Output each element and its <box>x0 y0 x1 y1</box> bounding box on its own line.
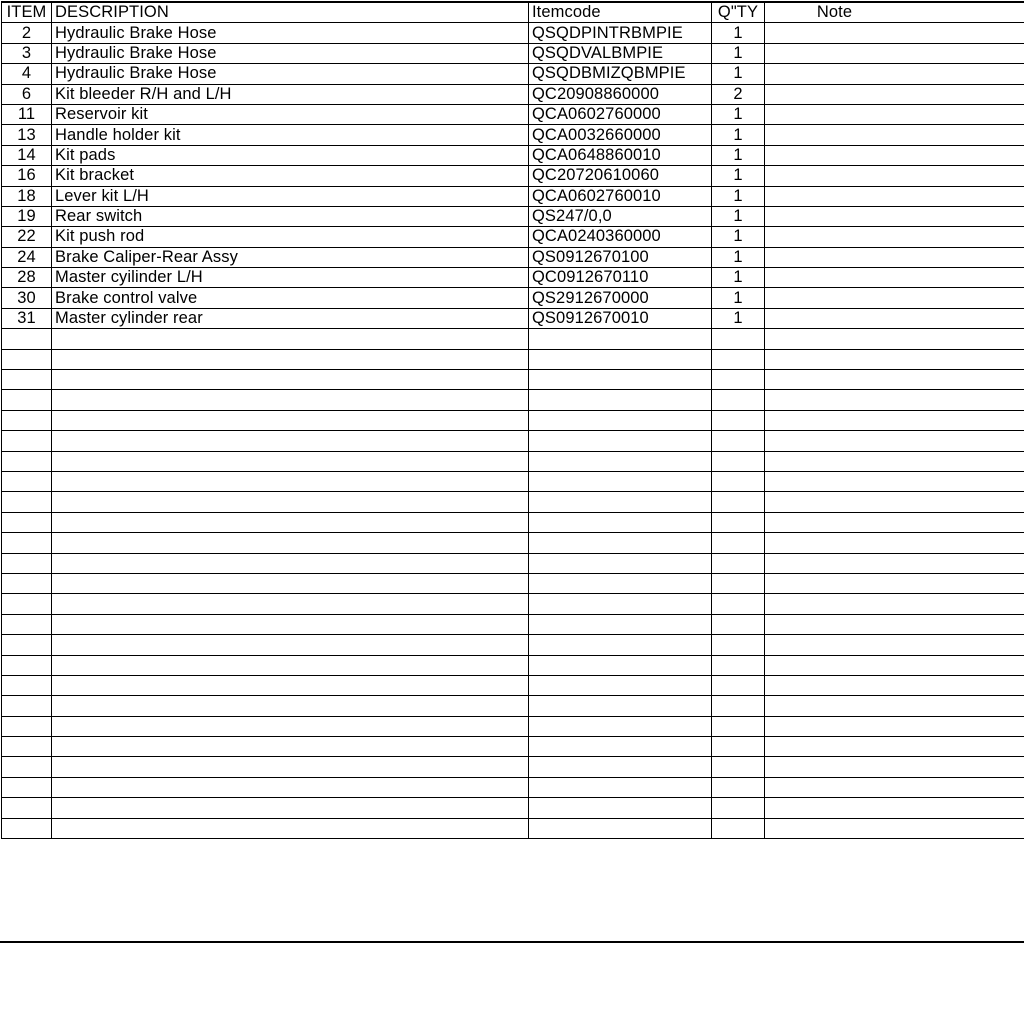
cell-itemcode: QCA0032660000 <box>529 125 712 145</box>
cell-qty <box>712 655 765 675</box>
cell-note <box>765 125 1024 145</box>
cell-description: Hydraulic Brake Hose <box>52 23 529 43</box>
cell-item: 2 <box>2 23 52 43</box>
cell-item <box>2 410 52 430</box>
table-row <box>2 471 1024 491</box>
table-row <box>2 227 1024 247</box>
cell-note <box>765 349 1024 369</box>
cell-item: 11 <box>2 104 52 124</box>
cell-qty <box>712 737 765 757</box>
cell-qty <box>712 512 765 532</box>
cell-item <box>2 818 52 838</box>
table-row <box>2 166 1024 186</box>
table-row <box>2 349 1024 369</box>
cell-item: 13 <box>2 125 52 145</box>
table-row <box>2 390 1024 410</box>
cell-qty: 1 <box>712 166 765 186</box>
column-header-qty: Q"TY <box>712 2 765 23</box>
table-row <box>2 655 1024 675</box>
cell-qty <box>712 716 765 736</box>
cell-qty <box>712 777 765 797</box>
cell-description <box>52 635 529 655</box>
table-row <box>2 675 1024 695</box>
cell-description: Kit push rod <box>52 227 529 247</box>
table-row <box>2 757 1024 777</box>
cell-item <box>2 451 52 471</box>
cell-item <box>2 798 52 818</box>
table-row <box>2 492 1024 512</box>
cell-note <box>765 818 1024 838</box>
table-row <box>2 125 1024 145</box>
cell-qty: 1 <box>712 308 765 328</box>
cell-qty <box>712 471 765 491</box>
cell-description: Master cyilinder L/H <box>52 268 529 288</box>
cell-itemcode <box>529 512 712 532</box>
table-row <box>2 614 1024 634</box>
cell-itemcode <box>529 451 712 471</box>
table-row <box>2 798 1024 818</box>
cell-item <box>2 349 52 369</box>
cell-item <box>2 757 52 777</box>
cell-item <box>2 655 52 675</box>
table-row <box>2 635 1024 655</box>
cell-itemcode <box>529 798 712 818</box>
cell-item <box>2 370 52 390</box>
table-row <box>2 64 1024 84</box>
cell-description <box>52 798 529 818</box>
cell-itemcode <box>529 349 712 369</box>
cell-item: 31 <box>2 308 52 328</box>
cell-note <box>765 23 1024 43</box>
cell-note <box>765 308 1024 328</box>
cell-note <box>765 492 1024 512</box>
cell-qty <box>712 757 765 777</box>
table-row <box>2 431 1024 451</box>
cell-item <box>2 471 52 491</box>
cell-item: 3 <box>2 43 52 63</box>
cell-qty: 1 <box>712 104 765 124</box>
cell-note <box>765 247 1024 267</box>
cell-qty <box>712 431 765 451</box>
cell-item: 16 <box>2 166 52 186</box>
cell-description: Kit pads <box>52 145 529 165</box>
cell-itemcode <box>529 655 712 675</box>
cell-itemcode: QCA0602760010 <box>529 186 712 206</box>
cell-itemcode <box>529 390 712 410</box>
cell-qty <box>712 492 765 512</box>
cell-description <box>52 492 529 512</box>
cell-qty: 1 <box>712 125 765 145</box>
cell-description: Master cylinder rear <box>52 308 529 328</box>
cell-qty: 1 <box>712 43 765 63</box>
cell-description <box>52 573 529 593</box>
table-row <box>2 288 1024 308</box>
cell-qty: 1 <box>712 64 765 84</box>
cell-note <box>765 64 1024 84</box>
table-body <box>2 23 1024 839</box>
cell-note <box>765 696 1024 716</box>
cell-qty <box>712 594 765 614</box>
table-row <box>2 370 1024 390</box>
cell-note <box>765 84 1024 104</box>
cell-item <box>2 533 52 553</box>
cell-description: Rear switch <box>52 206 529 226</box>
cell-description <box>52 390 529 410</box>
cell-description <box>52 349 529 369</box>
cell-item: 30 <box>2 288 52 308</box>
cell-itemcode <box>529 614 712 634</box>
cell-itemcode <box>529 492 712 512</box>
cell-note <box>765 288 1024 308</box>
table-row <box>2 818 1024 838</box>
cell-note <box>765 737 1024 757</box>
cell-qty <box>712 410 765 430</box>
cell-note <box>765 533 1024 553</box>
cell-qty <box>712 696 765 716</box>
cell-item: 18 <box>2 186 52 206</box>
table-row <box>2 716 1024 736</box>
cell-note <box>765 635 1024 655</box>
cell-note <box>765 268 1024 288</box>
cell-qty <box>712 349 765 369</box>
cell-description: Reservoir kit <box>52 104 529 124</box>
cell-itemcode <box>529 533 712 553</box>
cell-note <box>765 43 1024 63</box>
cell-qty <box>712 573 765 593</box>
cell-itemcode <box>529 696 712 716</box>
cell-note <box>765 166 1024 186</box>
table-row <box>2 43 1024 63</box>
table-row <box>2 84 1024 104</box>
cell-description: Brake control valve <box>52 288 529 308</box>
cell-item <box>2 635 52 655</box>
cell-description <box>52 594 529 614</box>
cell-description <box>52 757 529 777</box>
cell-description <box>52 451 529 471</box>
cell-qty <box>712 818 765 838</box>
table-row <box>2 186 1024 206</box>
cell-note <box>765 512 1024 532</box>
cell-itemcode <box>529 471 712 491</box>
table-row <box>2 247 1024 267</box>
cell-description <box>52 818 529 838</box>
cell-description: Hydraulic Brake Hose <box>52 64 529 84</box>
cell-itemcode: QSQDBMIZQBMPIE <box>529 64 712 84</box>
cell-note <box>765 227 1024 247</box>
cell-description: Kit bleeder R/H and L/H <box>52 84 529 104</box>
cell-note <box>765 431 1024 451</box>
cell-itemcode: QS0912670010 <box>529 308 712 328</box>
header-row <box>2 2 1024 23</box>
table-row <box>2 451 1024 471</box>
cell-description <box>52 696 529 716</box>
bottom-rule-divider <box>0 941 1024 943</box>
cell-qty <box>712 533 765 553</box>
cell-note <box>765 777 1024 797</box>
cell-item: 28 <box>2 268 52 288</box>
cell-itemcode: QS247/0,0 <box>529 206 712 226</box>
cell-description <box>52 614 529 634</box>
cell-description <box>52 370 529 390</box>
cell-description <box>52 716 529 736</box>
cell-itemcode: QC20908860000 <box>529 84 712 104</box>
cell-item <box>2 737 52 757</box>
cell-note <box>765 614 1024 634</box>
cell-description <box>52 471 529 491</box>
cell-itemcode: QCA0240360000 <box>529 227 712 247</box>
cell-itemcode <box>529 553 712 573</box>
cell-itemcode <box>529 757 712 777</box>
cell-itemcode <box>529 737 712 757</box>
cell-item: 6 <box>2 84 52 104</box>
cell-item <box>2 431 52 451</box>
table-row <box>2 104 1024 124</box>
table-row <box>2 206 1024 226</box>
cell-description <box>52 533 529 553</box>
cell-note <box>765 553 1024 573</box>
cell-itemcode <box>529 329 712 349</box>
cell-item <box>2 614 52 634</box>
table-row <box>2 23 1024 43</box>
cell-description: Lever kit L/H <box>52 186 529 206</box>
table-row <box>2 410 1024 430</box>
table-row <box>2 777 1024 797</box>
table-row <box>2 308 1024 328</box>
cell-itemcode <box>529 370 712 390</box>
cell-qty: 1 <box>712 227 765 247</box>
cell-note <box>765 370 1024 390</box>
cell-description <box>52 410 529 430</box>
column-header-description: DESCRIPTION <box>52 2 529 23</box>
cell-qty <box>712 451 765 471</box>
cell-itemcode <box>529 635 712 655</box>
cell-qty <box>712 390 765 410</box>
cell-item: 4 <box>2 64 52 84</box>
cell-item <box>2 716 52 736</box>
table-row <box>2 329 1024 349</box>
cell-note <box>765 451 1024 471</box>
cell-item <box>2 573 52 593</box>
cell-qty: 1 <box>712 206 765 226</box>
cell-qty: 1 <box>712 288 765 308</box>
cell-itemcode: QSQDPINTRBMPIE <box>529 23 712 43</box>
cell-note <box>765 798 1024 818</box>
cell-qty <box>712 614 765 634</box>
cell-itemcode <box>529 431 712 451</box>
cell-itemcode <box>529 573 712 593</box>
cell-item <box>2 390 52 410</box>
column-header-item: ITEM <box>2 2 52 23</box>
cell-itemcode <box>529 594 712 614</box>
column-header-itemcode: Itemcode <box>529 2 712 23</box>
cell-item <box>2 675 52 695</box>
cell-itemcode: QC0912670110 <box>529 268 712 288</box>
cell-qty: 1 <box>712 145 765 165</box>
cell-description <box>52 777 529 797</box>
cell-qty <box>712 675 765 695</box>
cell-qty <box>712 798 765 818</box>
cell-note <box>765 757 1024 777</box>
cell-itemcode <box>529 410 712 430</box>
cell-note <box>765 390 1024 410</box>
cell-itemcode <box>529 675 712 695</box>
table-row <box>2 145 1024 165</box>
cell-item <box>2 512 52 532</box>
cell-description: Handle holder kit <box>52 125 529 145</box>
cell-note <box>765 655 1024 675</box>
cell-description <box>52 675 529 695</box>
cell-itemcode <box>529 818 712 838</box>
cell-note <box>765 145 1024 165</box>
cell-note <box>765 675 1024 695</box>
table-header <box>2 2 1024 23</box>
column-header-note: Note <box>765 2 1024 23</box>
parts-table <box>1 1 1024 839</box>
cell-qty <box>712 553 765 573</box>
cell-item: 22 <box>2 227 52 247</box>
cell-item <box>2 329 52 349</box>
cell-note <box>765 186 1024 206</box>
cell-description <box>52 655 529 675</box>
cell-itemcode: QS2912670000 <box>529 288 712 308</box>
cell-item <box>2 777 52 797</box>
cell-item: 24 <box>2 247 52 267</box>
cell-itemcode: QS0912670100 <box>529 247 712 267</box>
cell-itemcode: QC20720610060 <box>529 166 712 186</box>
cell-note <box>765 329 1024 349</box>
cell-note <box>765 594 1024 614</box>
cell-item <box>2 553 52 573</box>
cell-qty: 1 <box>712 23 765 43</box>
cell-description <box>52 512 529 532</box>
cell-itemcode: QSQDVALBMPIE <box>529 43 712 63</box>
cell-note <box>765 206 1024 226</box>
cell-description <box>52 329 529 349</box>
cell-item: 19 <box>2 206 52 226</box>
cell-qty <box>712 635 765 655</box>
cell-description: Brake Caliper-Rear Assy <box>52 247 529 267</box>
cell-qty: 1 <box>712 186 765 206</box>
cell-itemcode: QCA0602760000 <box>529 104 712 124</box>
cell-item <box>2 594 52 614</box>
cell-note <box>765 104 1024 124</box>
cell-qty: 1 <box>712 247 765 267</box>
cell-qty <box>712 370 765 390</box>
cell-description: Kit bracket <box>52 166 529 186</box>
cell-itemcode <box>529 777 712 797</box>
table-row <box>2 512 1024 532</box>
cell-qty: 2 <box>712 84 765 104</box>
cell-note <box>765 410 1024 430</box>
table-row <box>2 594 1024 614</box>
cell-itemcode <box>529 716 712 736</box>
cell-item: 14 <box>2 145 52 165</box>
cell-note <box>765 573 1024 593</box>
cell-item <box>2 492 52 512</box>
cell-itemcode: QCA0648860010 <box>529 145 712 165</box>
cell-item <box>2 696 52 716</box>
cell-description <box>52 737 529 757</box>
cell-qty: 1 <box>712 268 765 288</box>
table-row <box>2 696 1024 716</box>
cell-note <box>765 716 1024 736</box>
cell-note <box>765 471 1024 491</box>
cell-description <box>52 553 529 573</box>
cell-qty <box>712 329 765 349</box>
cell-description <box>52 431 529 451</box>
table-row <box>2 737 1024 757</box>
table-row <box>2 268 1024 288</box>
table-row <box>2 553 1024 573</box>
cell-description: Hydraulic Brake Hose <box>52 43 529 63</box>
table-row <box>2 533 1024 553</box>
table-row <box>2 573 1024 593</box>
